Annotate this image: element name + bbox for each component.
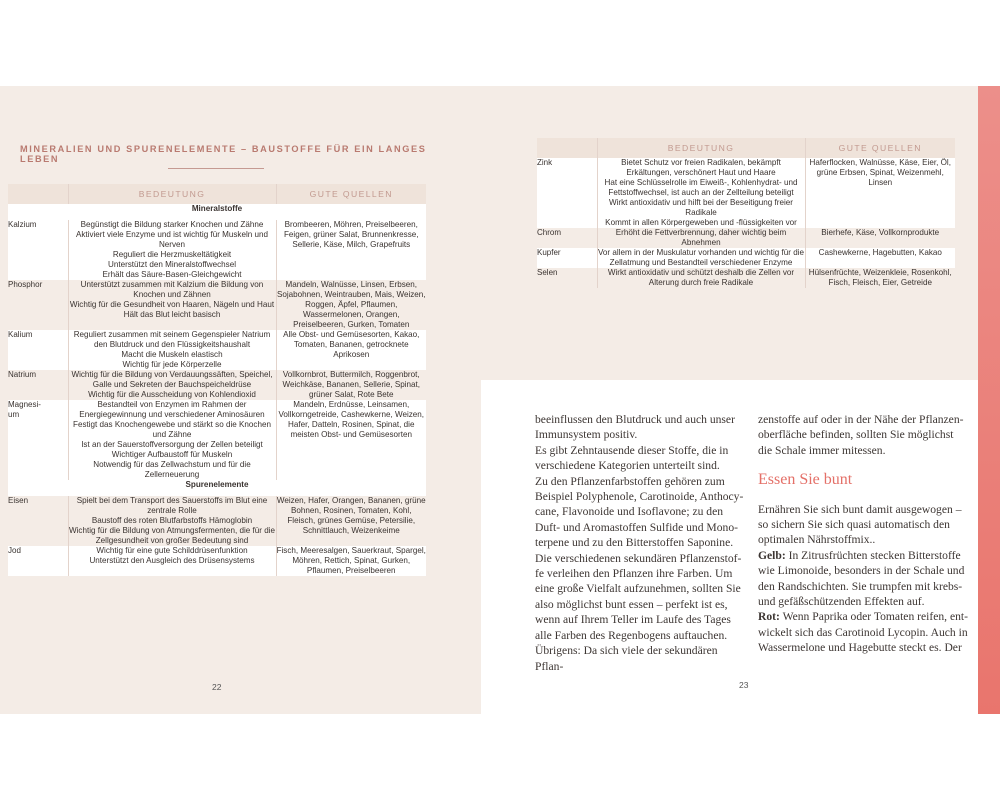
minerals-table [8,184,426,576]
body-line: Wassermelone und Hagebutte steckt es. Der [758,641,962,655]
table-row [8,496,426,546]
header-quellen: GUTE QUELLEN [276,184,426,204]
mineral-name: Eisen [8,496,68,546]
table-row [537,228,955,248]
rot-paragraph [758,609,968,624]
mineral-sources: Bierhefe, Käse, Vollkornprodukte [805,228,955,248]
accent-stripe [978,86,1000,714]
mineral-sources: Brombeeren, Möhren, Preiselbeeren, Feigen, grüner Salat, Brunnenkresse, Sellerie, Käse, Milch, Grapefruits [276,220,426,280]
gelb-paragraph [758,548,968,563]
rot-paragraph-text: Wenn Paprika oder Tomaten reifen, ent- [779,610,968,624]
table-row [8,220,426,280]
page-number-left: 22 [212,682,222,692]
mineral-name: Kupfer [537,248,597,268]
section-spurenelemente [8,480,426,496]
table-header-row [537,138,955,158]
body-line: cane, Flavonoide und Isoflavone; zu den [535,505,724,519]
body-line: optimalen Nährstoffmix.. [758,533,876,547]
mineral-sources: Weizen, Hafer, Orangen, Bananen, grüne Bohnen, Rosinen, Tomaten, Kohl, Fleisch, grünes Gemüse, Petersilie, Schnittlauch, Weizenkeime [276,496,426,546]
table-row [537,248,955,268]
table-row [8,280,426,330]
body-line: alle Farben des Regenbogens auftauchen. [535,628,728,642]
mineral-sources: Cashewkerne, Hagebutten, Kakao [805,248,955,268]
table-header-row [8,184,426,204]
body-line: oberfläche befinden, sollten Sie möglichst [758,428,954,442]
body-line: Übrigens: Da sich viele der sekundären Pflan- [535,644,718,673]
mineral-sources: Vollkornbrot, Buttermilch, Roggenbrot, Weichkäse, Bananen, Sellerie, Spinat, grüner Salat, Rote Bete [276,370,426,400]
page-number-right: 23 [739,680,749,690]
gelb-paragraph-label: Gelb: [758,548,786,562]
body-line: also möglichst bunt essen – perfekt ist es, [535,597,728,611]
body-line: Beispiel Polyphenole, Carotinoide, Anthocy- [535,490,744,504]
body-line: Die verschiedenen sekundären Pflanzenstof- [535,551,742,565]
mineral-sources: Hülsenfrüchte, Weizenkleie, Rosenkohl, Fisch, Fleisch, Eier, Getreide [805,268,955,288]
mineral-name: Chrom [537,228,597,248]
book-spread [0,86,1000,714]
body-line: wickelt sich das Carotinoid Lycopin. Auch in [758,625,968,639]
mineral-name: Kalzium [8,220,68,280]
table-row [8,546,426,576]
title-divider [168,168,264,169]
table-row [537,158,955,228]
body-line: zenstoffe auf oder in der Nähe der Pflanzen- [758,413,964,426]
header-quellen: GUTE QUELLEN [805,138,955,158]
mineral-meaning: Wichtig für eine gute Schilddrüsenfunktion Unterstützt den Ausgleich des Drüsensystems [68,546,276,576]
mineral-meaning: Begünstigt die Bildung starker Knochen und Zähne Aktiviert viele Enzyme und ist wichtig für Muskeln und Nerven Reguliert die Herzmuskeltätigkeit Unterstützt den Mineralstoffwechsel Erhält das Säure-Basen-Gleichgewicht [68,220,276,280]
body-line: den Randschichten. Sie trumpfen mit krebs- [758,579,963,593]
mineral-meaning: Bietet Schutz vor freien Radikalen, bekämpft Erkältungen, verschönert Haut und Haare Hat eine Schlüsselrolle im Eiweiß-, Kohlenhydrat- und Fettstoffwechsel, ist auch an der Zellteilung beteiligt Wirkt antioxidativ und hilft bei der Beseitigung freier Radikale Kommt in allen Körpergeweben und -flüssigkeiten vor [597,158,805,228]
body-line: so sichern Sie sich quasi automatisch den [758,518,950,532]
table-row [8,330,426,370]
mineral-meaning: Unterstützt zusammen mit Kalzium die Bildung von Knochen und Zähnen Wichtig für die Gesundheit von Haaren, Nägeln und Haut Hält das Blut leicht basisch [68,280,276,330]
header-bedeutung: BEDEUTUNG [68,184,276,204]
mineral-meaning: Bestandteil von Enzymen im Rahmen der Energiegewinnung und verschiedener Aminosäuren Festigt das Knochengewebe und stärkt so die Knochen und Zähne Ist an der Sauerstoffversorgung der Zellen beteiligt Wichtiger Aufbaustoff für Muskeln Notwendig für das Zellwachstum und für die Zellerneuerung [68,400,276,480]
body-line: beeinflussen den Blutdruck und auch unser [535,413,735,426]
mineral-meaning: Wichtig für die Bildung von Verdauungssäften, Speichel, Galle und Sekreten der Bauchspeicheldrüse Wichtig für die Ausscheidung von Kohlendioxid [68,370,276,400]
header-bedeutung: BEDEUTUNG [597,138,805,158]
header-blank [8,184,68,204]
mineral-sources: Haferflocken, Walnüsse, Käse, Eier, Öl, grüne Erbsen, Spinat, Weizenmehl, Linsen [805,158,955,228]
section-mineralstoffe-label: Mineralstoffe [8,204,426,220]
mineral-name: Phosphor [8,280,68,330]
body-line: Ernähren Sie sich bunt damit ausgewogen – [758,502,962,516]
body-line: die Schale immer mitessen. [758,443,886,457]
body-line: und gefäßschützenden Effekten auf. [758,595,925,609]
body-line: Immunsystem positiv. [535,428,638,442]
mineral-name: Zink [537,158,597,228]
section-spurenelemente-label: Spurenelemente [8,480,426,496]
mineral-meaning: Reguliert zusammen mit seinem Gegenspieler Natrium den Blutdruck und den Flüssigkeitshaushalt Macht die Muskeln elastisch Wichtig für jede Körperzelle [68,330,276,370]
mineral-name: Kalium [8,330,68,370]
right-page-text-area [481,380,980,714]
body-line: fe verleihen den Pflanzen ihre Farben. Um [535,567,733,581]
mineral-meaning: Wirkt antioxidativ und schützt deshalb die Zellen vor Alterung durch freie Radikale [597,268,805,288]
mineral-sources: Mandeln, Walnüsse, Linsen, Erbsen, Sojabohnen, Weintrauben, Mais, Weizen, Roggen, Äpfel, Pflaumen, Wassermelonen, Orangen, Preiselbeeren, Gurken, Tomaten [276,280,426,329]
trace-elements-table [537,138,955,288]
left-page [0,86,481,714]
mineral-sources: Fisch, Meeresalgen, Sauerkraut, Spargel, Möhren, Rettich, Spinat, Gurken, Pflaumen, Preiselbeeren [276,546,426,575]
mineral-name: Magnesi- um [8,400,68,480]
mineral-meaning: Vor allem in der Muskulatur vorhanden und wichtig für die Zellatmung und Bestandteil verschiedener Enzyme [597,248,805,267]
section-mineralstoffe [8,204,426,220]
table-row [8,400,426,480]
mineral-meaning: Spielt bei dem Transport des Sauerstoffs im Blut eine zentrale Rolle Baustoff des roten Blutfarbstoffs Hämoglobin Wichtig für die Bildung von Atmungsfermenten, die für die Zellgesundheit von großer Bedeutung sind [68,496,276,545]
mineral-sources: Alle Obst- und Gemüsesorten, Kakao, Tomaten, Bananen, getrocknete Aprikosen [276,330,426,370]
body-line: wenn auf Ihrem Teller im Laufe des Tages [535,613,731,627]
table-row [537,268,955,288]
mineral-meaning: Erhöht die Fettverbrennung, daher wichtig beim Abnehmen [597,228,805,248]
body-line: eine große Vielfalt aufzunehmen, sollten Sie [535,582,741,596]
page-title: MINERALIEN UND SPURENELEMENTE – BAUSTOFFE FÜR EIN LANGES LEBEN [20,144,427,164]
rot-paragraph-label: Rot: [758,610,780,624]
body-line: wie Limonoide, besonders in der Schale und [758,564,965,578]
mineral-name: Natrium [8,370,68,400]
body-line: Duft- und Aromastoffen Sulfide und Mono- [535,520,738,534]
text-column-2 [758,412,968,656]
body-line: verschiedene Kategorien unterteilt sind. [535,459,720,473]
body-line: Zu den Pflanzenfarbstoffen gehören zum [535,474,725,488]
body-line: terpene und zu den Bitterstoffen Saponine. [535,536,734,550]
header-blank [537,138,597,158]
section-heading-essen: Essen Sie bunt [758,471,853,489]
body-line: Es gibt Zehntausende dieser Stoffe, die in [535,443,729,457]
text-column-1 [535,412,745,674]
mineral-name: Selen [537,268,597,288]
mineral-name: Jod [8,546,68,576]
gelb-paragraph-text: In Zitrusfrüchten stecken Bitterstoffe [785,548,961,562]
mineral-sources: Mandeln, Erdnüsse, Leinsamen, Vollkorngetreide, Cashewkerne, Weizen, Hafer, Datteln, Rosinen, Spinat, die meisten Obst- und Gemüsesorten [276,400,426,480]
table-row [8,370,426,400]
